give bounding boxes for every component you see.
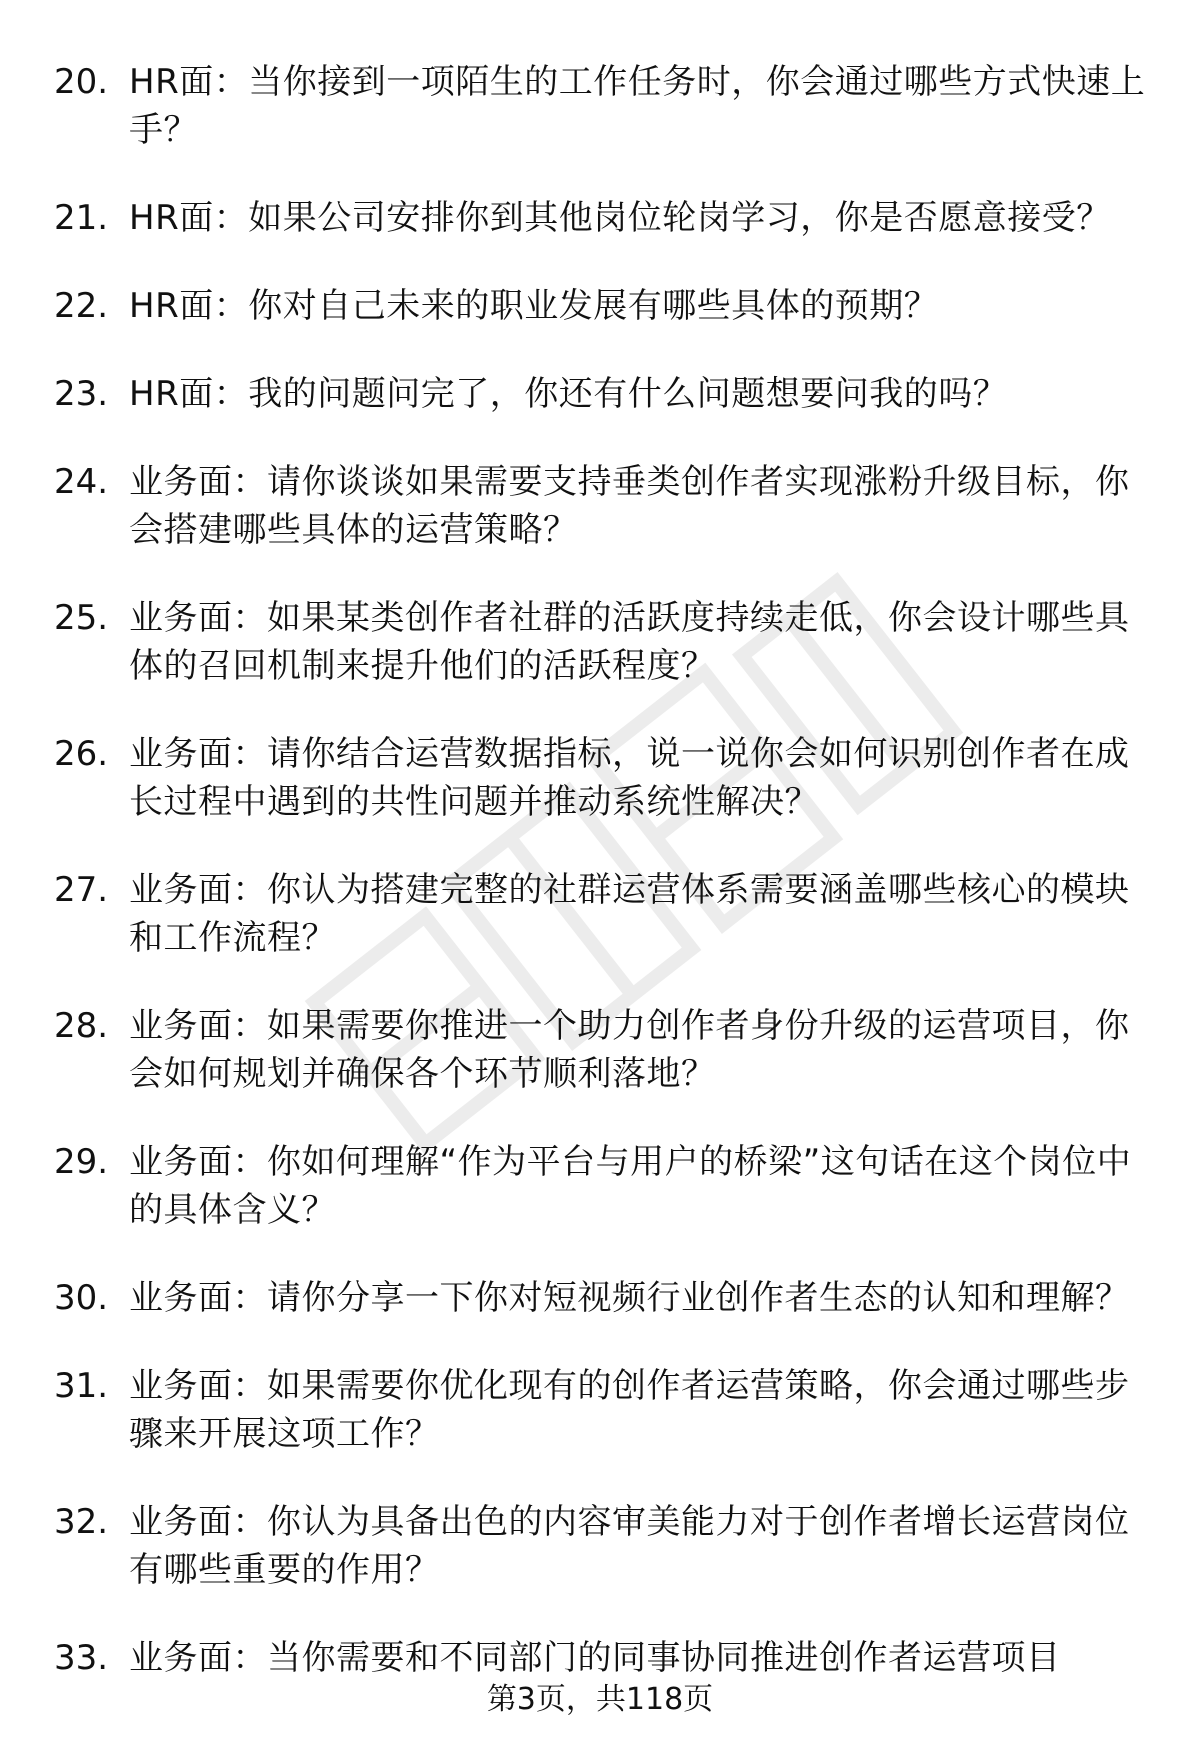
list-item bbox=[0, 194, 1200, 242]
question-number: 20. bbox=[54, 62, 109, 102]
question-number: 23. bbox=[54, 374, 109, 414]
list-item bbox=[0, 58, 1200, 154]
question-text: 业务面：如果需要你推进一个助力创作者身份升级的运营项目，你会如何规划并确保各个环节顺利落地？ bbox=[129, 1006, 1130, 1094]
question-number: 29. bbox=[54, 1142, 109, 1182]
list-item bbox=[0, 1138, 1200, 1234]
list-item bbox=[0, 458, 1200, 554]
list-item bbox=[0, 1362, 1200, 1458]
question-text: HR面：你对自己未来的职业发展有哪些具体的预期？ bbox=[129, 286, 939, 326]
question-number: 21. bbox=[54, 198, 109, 238]
question-number: 32. bbox=[54, 1502, 109, 1542]
question-number: 25. bbox=[54, 598, 109, 638]
question-number: 24. bbox=[54, 462, 109, 502]
page-indicator: 第3页，共118页 bbox=[486, 1682, 714, 1717]
question-number: 27. bbox=[54, 870, 109, 910]
list-item bbox=[0, 370, 1200, 418]
question-text: 业务面：你认为搭建完整的社群运营体系需要涵盖哪些核心的模块和工作流程？ bbox=[129, 870, 1130, 958]
question-text: 业务面：请你分享一下你对短视频行业创作者生态的认知和理解？ bbox=[129, 1278, 1130, 1318]
list-item bbox=[0, 866, 1200, 962]
question-number: 26. bbox=[54, 734, 109, 774]
list-item bbox=[0, 1002, 1200, 1098]
question-text: 业务面：请你谈谈如果需要支持垂类创作者实现涨粉升级目标，你会搭建哪些具体的运营策略？ bbox=[129, 462, 1130, 550]
question-text: HR面：我的问题问完了，你还有什么问题想要问我的吗？ bbox=[129, 374, 1008, 414]
list-item bbox=[0, 594, 1200, 690]
question-number: 30. bbox=[54, 1278, 109, 1318]
list-item bbox=[0, 1498, 1200, 1594]
question-text: 业务面：请你结合运营数据指标，说一说你会如何识别创作者在成长过程中遇到的共性问题并推动系统性解决？ bbox=[129, 734, 1130, 822]
question-text: HR面：当你接到一项陌生的工作任务时，你会通过哪些方式快速上手？ bbox=[129, 62, 1146, 150]
list-item bbox=[0, 1634, 1200, 1682]
list-item bbox=[0, 730, 1200, 826]
question-number: 31. bbox=[54, 1366, 109, 1406]
list-item bbox=[0, 1274, 1200, 1322]
question-text: 业务面：如果需要你优化现有的创作者运营策略，你会通过哪些步骤来开展这项工作？ bbox=[129, 1366, 1130, 1454]
question-list bbox=[0, 58, 1200, 1722]
question-number: 33. bbox=[54, 1638, 109, 1678]
question-text: HR面：如果公司安排你到其他岗位轮岗学习，你是否愿意接受？ bbox=[129, 198, 1111, 238]
question-text: 业务面：如果某类创作者社群的活跃度持续走低，你会设计哪些具体的召回机制来提升他们的活跃程度？ bbox=[129, 598, 1130, 686]
question-text: 业务面：你认为具备出色的内容审美能力对于创作者增长运营岗位有哪些重要的作用？ bbox=[129, 1502, 1130, 1590]
question-number: 28. bbox=[54, 1006, 109, 1046]
question-text: 业务面：当你需要和不同部门的同事协同推进创作者运营项目 bbox=[129, 1638, 1061, 1678]
list-item bbox=[0, 282, 1200, 330]
question-number: 22. bbox=[54, 286, 109, 326]
question-text: 业务面：你如何理解“作为平台与用户的桥梁”这句话在这个岗位中的具体含义？ bbox=[129, 1142, 1132, 1230]
